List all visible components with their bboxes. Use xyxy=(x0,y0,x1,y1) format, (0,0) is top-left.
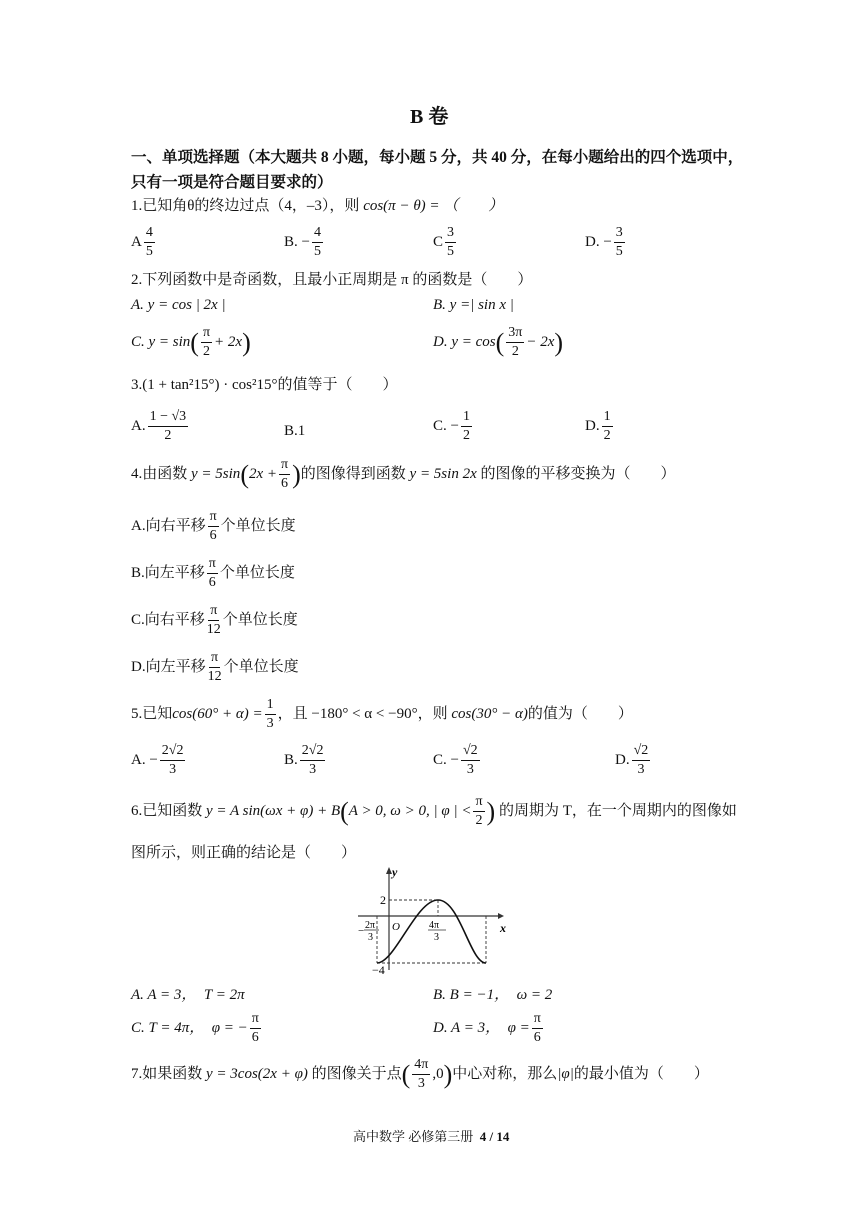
q5-option-a[interactable]: A. − $\frac{2√2}{3}$ xyxy=(131,743,184,777)
q4-option-c[interactable]: C.向右平移 $\frac{\pi}{12}$ 个单位长度 xyxy=(131,603,298,637)
q7-abs-phi: |φ| xyxy=(557,1066,574,1082)
q2-option-c[interactable]: C. y = sin ( $\frac{\pi}{2}$ + 2x ) xyxy=(131,325,251,359)
q6-function: y = A sin(ωx + φ) + B xyxy=(206,803,341,819)
x-peak-num: 4π xyxy=(429,920,440,931)
y-max-label: 2 xyxy=(380,893,386,907)
question-3: 3.(1 + tan²15°) · cos²15°的值等于（ ） xyxy=(131,377,398,393)
q1-option-a[interactable]: A $\frac{4}{5}$ xyxy=(131,225,153,259)
x-left-sign: − xyxy=(358,925,365,937)
q5-option-b[interactable]: B. $\frac{2√2}{3}$ xyxy=(284,743,324,777)
q1-option-c[interactable]: C $\frac{3}{5}$ xyxy=(433,225,455,259)
q4-option-b[interactable]: B.向左平移 $\frac{\pi}{6}$ 个单位长度 xyxy=(131,556,295,590)
q3-option-b[interactable]: B.1 xyxy=(284,423,306,439)
question-7: 7.如果函数 y = 3cos(2x + φ) 的图像关于点 ( $\frac{4\pi}{3}$ ,0 ) 中心对称，那么 |φ| 的最小值为（ ） xyxy=(131,1057,709,1091)
y-axis-label: y xyxy=(392,865,398,879)
section-heading-line1: 一、单项选择题（本大题共 8 小题，每小题 5 分，共 40 分，在每小题给出的四个选项中， xyxy=(131,149,744,166)
q1-option-d[interactable]: D. − $\frac{3}{5}$ xyxy=(585,225,623,259)
q1-option-b[interactable]: B. − $\frac{4}{5}$ xyxy=(284,225,321,259)
page-title: B 卷 xyxy=(410,106,449,128)
page-footer: 高中数学 必修第三册 4 / 14 xyxy=(353,1129,510,1144)
question-5: 5.已知 cos(60° + α) = $\frac{1}{3}$ ，且 −180° < α < −90°，则 cos(30° − α) 的值为（ ） xyxy=(131,697,633,731)
x-axis-label: x xyxy=(500,921,506,935)
question-2: 2.下列函数中是奇函数，且最小正周期是 π 的函数是（ ） xyxy=(131,272,533,288)
q4-function-1a: y = 5sin xyxy=(191,466,241,482)
q2-option-d[interactable]: D. y = cos ( $\frac{3\pi}{2}$ − 2x ) xyxy=(433,325,564,359)
x-peak-den: 3 xyxy=(434,932,439,943)
y-min-label: −4 xyxy=(372,963,385,977)
q6-option-b[interactable]: B. B = −1， ω = 2 xyxy=(433,987,553,1003)
q5-condition: cos(60° + α) = xyxy=(172,706,263,722)
q4-option-a[interactable]: A.向右平移 $\frac{\pi}{6}$ 个单位长度 xyxy=(131,509,296,543)
q4-function-2: y = 5sin 2x xyxy=(409,466,477,482)
q1-expression: cos(π − θ) = （ ） xyxy=(363,198,504,214)
x-left-den: 3 xyxy=(368,932,373,943)
question-6-line2: 图所示，则正确的结论是（ ） xyxy=(131,845,357,861)
q3-expression: (1 + tan²15°) · cos²15° xyxy=(142,377,278,393)
q5-target: cos(30° − α) xyxy=(451,706,528,722)
q6-graph xyxy=(350,862,510,977)
page-total: 14 xyxy=(496,1129,510,1144)
page-number: 4 xyxy=(479,1129,487,1144)
section-heading-line2: 只有一项是符合题目要求的） xyxy=(131,174,333,191)
q3-option-a[interactable]: A. $\frac{1 - √3}{2}$ xyxy=(131,409,187,443)
question-1: 1.已知角θ的终边过点（4，–3），则 cos(π − θ) = （ ） xyxy=(131,198,504,214)
origin-label: O xyxy=(392,921,400,933)
q6-option-a[interactable]: A. A = 3， T = 2π xyxy=(131,987,245,1003)
q6-option-c[interactable]: C. T = 4π， φ = − $\frac{\pi}{6}$ xyxy=(131,1011,259,1045)
q5-option-c[interactable]: C. − $\frac{√2}{3}$ xyxy=(433,743,478,777)
q3-option-d[interactable]: D. $\frac{1}{2}$ xyxy=(585,409,611,443)
x-axis-arrow xyxy=(498,913,504,919)
q5-option-d[interactable]: D. $\frac{√2}{3}$ xyxy=(615,743,649,777)
q7-function: y = 3cos(2x + φ) xyxy=(206,1066,308,1082)
q6-option-d[interactable]: D. A = 3， φ = $\frac{\pi}{6}$ xyxy=(433,1011,541,1045)
q2-option-b[interactable]: B. y =| sin x | xyxy=(433,297,514,313)
q2-option-a[interactable]: A. y = cos | 2x | xyxy=(131,297,226,313)
question-6: 6.已知函数 y = A sin(ωx + φ) + B ( A > 0, ω > 0, | φ | < $\frac{\pi}{2}$ ) 的周期为 T，在一个周期内的图像如 xyxy=(131,794,737,828)
question-4: 4.由函数 y = 5sin ( 2x + $\frac{\pi}{6}$ ) 的图像得到函数 y = 5sin 2x 的图像的平移变换为（ ） xyxy=(131,457,676,491)
q4-option-d[interactable]: D.向左平移 $\frac{\pi}{12}$ 个单位长度 xyxy=(131,650,299,684)
q3-option-c[interactable]: C. − $\frac{1}{2}$ xyxy=(433,409,470,443)
x-left-num: 2π xyxy=(365,920,376,931)
